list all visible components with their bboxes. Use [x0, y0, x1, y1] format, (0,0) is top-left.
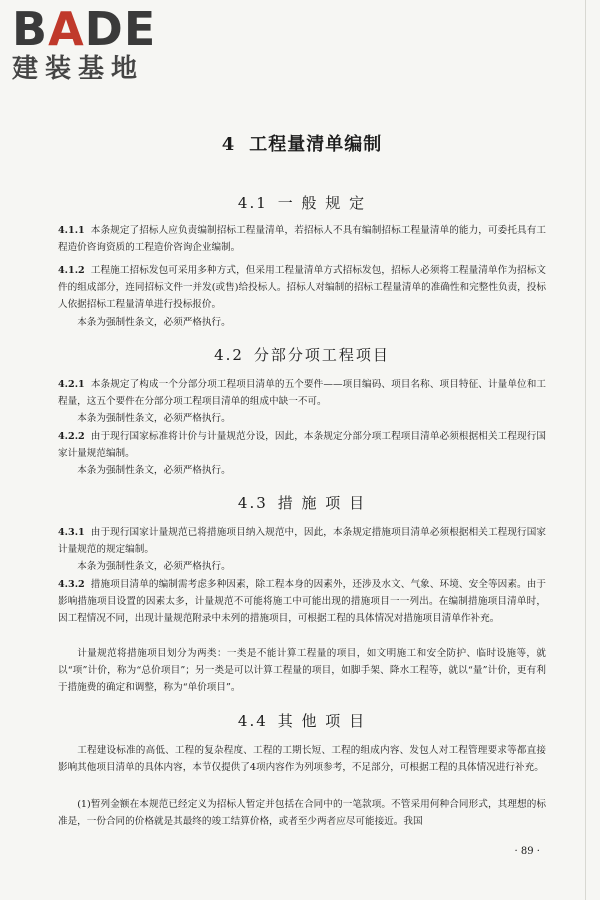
clause-4-3-1-note: 本条为强制性条文，必须严格执行。 — [77, 561, 231, 572]
section-heading-4-4: 4.4 其 他 项 目 — [237, 712, 367, 730]
section-heading-4-1: 4.1 一 般 规 定 — [237, 194, 367, 212]
clause-4-2-1-note: 本条为强制性条文，必须严格执行。 — [77, 413, 231, 424]
clause-4-1-1: 4.1.1 本条规定了招标人应负责编制招标工程量清单，若招标人不具有编制招标工程量清单的能力，可委托具有工程造价咨询资质的工程造价咨询企业编制。 — [58, 225, 546, 253]
clause-4-3-1: 4.3.1 由于现行国家计量规范已将措施项目纳入规范中，因此，本条规定措施项目清单必须根据相关工程现行国家计量规范的规定编制。 — [58, 527, 546, 555]
section-heading-4-2: 4.2 分部分项工程项目 — [214, 346, 390, 364]
section-4-4-item-1: (1)暂列金额在本规范已经定义为招标人暂定并包括在合同中的一笔款项。不管采用何种合同形式，其理想的标准是，一份合同的价格就是其最终的竣工结算价格，或者至少两者应尽可能接近。我国 — [58, 799, 546, 827]
clause-4-2-1: 4.2.1 本条规定了构成一个分部分项工程项目清单的五个要件——项目编码、项目名称、项目特征、计量单位和工程量，这五个要件在分部分项工程项目清单的组成中缺一不可。 — [58, 379, 546, 407]
chapter-heading: 4 工程量清单编制 — [221, 134, 383, 155]
page-edge — [585, 0, 586, 900]
clause-4-1-2: 4.1.2 工程施工招标发包可采用多种方式，但采用工程量清单方式招标发包，招标人必须将工程量清单作为招标文件的组成部分，连同招标文件一并发(或售)给投标人。招标人对编制的招标工程量清单的准确性和完整性负责，投标人依据招标工程量清单进行投标报价。 — [58, 265, 546, 310]
logo-subtitle: 建装基地 — [12, 54, 145, 84]
section-heading-4-3: 4.3 措 施 项 目 — [237, 494, 367, 512]
section-4-4-intro: 工程建设标准的高低、工程的复杂程度、工程的工期长短、工程的组成内容、发包人对工程管理要求等都直接影响其他项目清单的具体内容，本节仅提供了4项内容作为列项参考，不足部分，可根据工程的具体情况进行补充。 — [58, 745, 546, 773]
clause-4-3-2-classification: 计量规范将措施项目划分为两类：一类是不能计算工程量的项目，如文明施工和安全防护、临时设施等，就以“项”计价，称为“总价项目”；另一类是可以计算工程量的项目，如脚手架、降水工程等，就以“量”计价，更有利于措施费的确定和调整，称为“单价项目”。 — [58, 648, 546, 693]
clause-4-3-2: 4.3.2 措施项目清单的编制需考虑多种因素，除工程本身的因素外，还涉及水文、气象、环境、安全等因素。由于影响措施项目设置的因素太多，计量规范不可能将施工中可能出现的措施项目一一列出。在编制措施项目清单时，因工程情况不同，出现计量规范附录中未列的措施项目，可根据工程的具体情况对措施项目清单作补充。 — [58, 579, 546, 624]
bade-logo — [12, 2, 182, 84]
logo-wordmark: BADE — [12, 2, 157, 56]
clause-4-2-2: 4.2.2 由于现行国家标准将计价与计量规范分设，因此，本条规定分部分项工程项目清单必须根据相关工程现行国家计量规范编制。 — [58, 431, 546, 459]
clause-4-1-2-note: 本条为强制性条文，必须严格执行。 — [77, 317, 231, 328]
page-number: · 89 · — [514, 846, 540, 857]
clause-4-2-2-note: 本条为强制性条文，必须严格执行。 — [77, 465, 231, 476]
